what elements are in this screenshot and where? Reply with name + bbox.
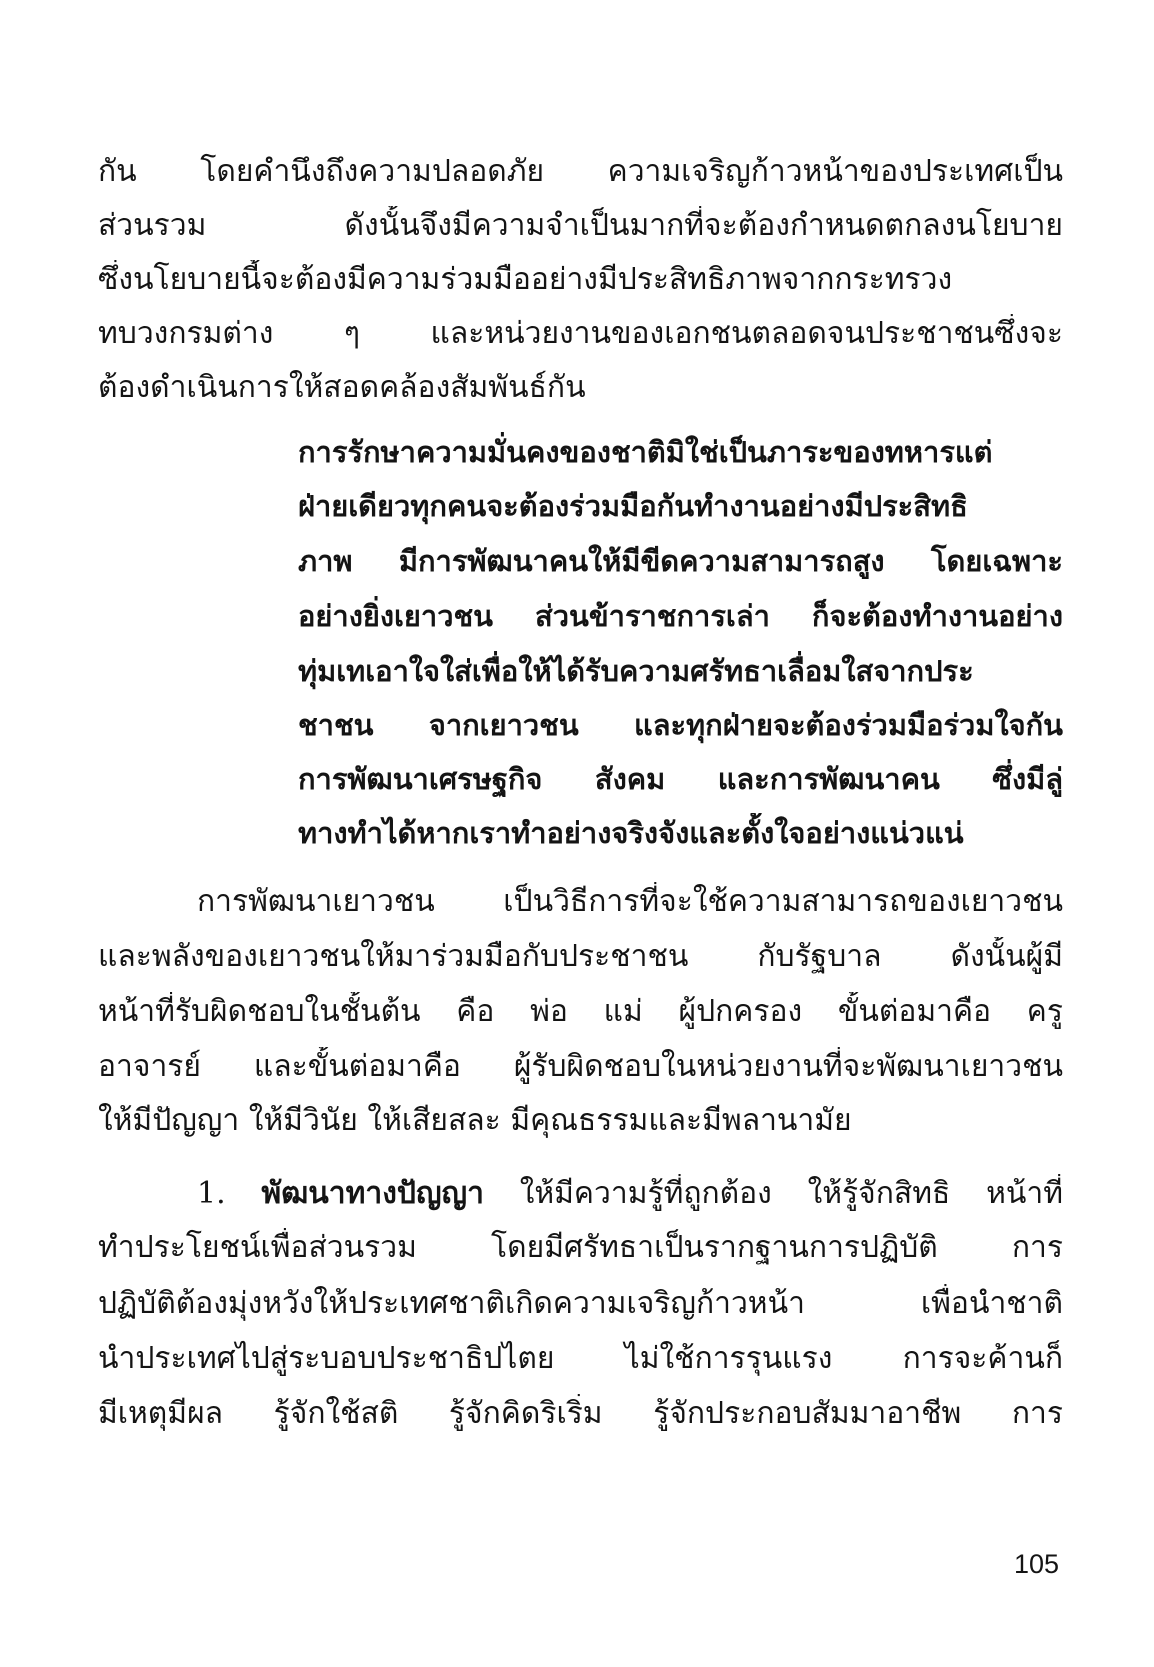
item-1-lead-text: ให้มีความรู้ที่ถูกต้อง ให้รู้จักสิทธิ หน้าที่ [519, 1176, 1063, 1211]
item-1-number: 1. [197, 1176, 226, 1211]
quote-line: ชาชน จากเยาวชน และทุกฝ่ายจะต้องร่วมมือร่วมใจกัน [298, 708, 1063, 742]
item-1-heading: พัฒนาทางปัญญา [261, 1176, 484, 1211]
quote-line: ทางทำได้หากเราทำอย่างจริงจังและตั้งใจอย่างแน่วแน่ [298, 816, 964, 850]
item-1-lead-line [197, 1174, 1063, 1214]
item-1-line: นำประเทศไปสู่ระบอบประชาธิปไตย ไม่ใช้การรุนแรง การจะค้านก็ [98, 1341, 1063, 1376]
quote-line: อย่างยิ่งเยาวชน ส่วนข้าราชการเล่า ก็จะต้องทำงานอย่าง [298, 599, 1063, 633]
paragraph-2-line: อาจารย์ และขั้นต่อมาคือ ผู้รับผิดชอบในหน่วยงานที่จะพัฒนาเยาวชน [98, 1049, 1063, 1084]
paragraph-1-line: ซึ่งนโยบายนี้จะต้องมีความร่วมมืออย่างมีประสิทธิภาพจากกระทรวง [98, 262, 953, 297]
quote-line: การพัฒนาเศรษฐกิจ สังคม และการพัฒนาคน ซึ่งมีลู่ [298, 762, 1063, 796]
paragraph-2-line: หน้าที่รับผิดชอบในชั้นต้น คือ พ่อ แม่ ผู้ปกครอง ขั้นต่อมาคือ ครู [98, 994, 1063, 1029]
paragraph-1-line: ต้องดำเนินการให้สอดคล้องสัมพันธ์กัน [98, 370, 586, 405]
paragraph-1-line: ทบวงกรมต่าง ๆ และหน่วยงานของเอกชนตลอดจนประชาชนซึ่งจะ [98, 316, 1063, 351]
quote-line: การรักษาความมั่นคงของชาติมิใช่เป็นภาระของทหารแต่ [298, 435, 993, 469]
quote-line: ภาพ มีการพัฒนาคนให้มีขีดความสามารถสูง โดยเฉพาะ [298, 544, 1063, 578]
quote-line: ทุ่มเทเอาใจใส่เพื่อให้ได้รับความศรัทธาเลื่อมใสจากประ [298, 654, 974, 688]
item-1-line: มีเหตุมีผล รู้จักใช้สติ รู้จักคิดริเริ่ม รู้จักประกอบสัมมาอาชีพ การ [98, 1396, 1063, 1431]
paragraph-1-line: ส่วนรวม ดังนั้นจึงมีความจำเป็นมากที่จะต้องกำหนดตกลงนโยบาย [98, 208, 1063, 243]
quote-line: ฝ่ายเดียวทุกคนจะต้องร่วมมือกันทำงานอย่างมีประสิทธิ [298, 489, 968, 523]
paragraph-2-line: การพัฒนาเยาวชน เป็นวิธีการที่จะใช้ความสามารถของเยาวชน [197, 884, 1063, 919]
item-1-line: ปฏิบัติต้องมุ่งหวังให้ประเทศชาติเกิดความเจริญก้าวหน้า เพื่อนำชาติ [98, 1286, 1063, 1321]
paragraph-1-line: กัน โดยคำนึงถึงความปลอดภัย ความเจริญก้าวหน้าของประเทศเป็น [98, 154, 1063, 189]
paragraph-2-line: ให้มีปัญญา ให้มีวินัย ให้เสียสละ มีคุณธรรมและมีพลานามัย [98, 1103, 852, 1138]
page-number: 105 [1013, 1549, 1059, 1579]
item-1-line: ทำประโยชน์เพื่อส่วนรวม โดยมีศรัทธาเป็นรากฐานการปฏิบัติ การ [98, 1230, 1063, 1265]
paragraph-2-line: และพลังของเยาวชนให้มาร่วมมือกับประชาชน กับรัฐบาล ดังนั้นผู้มี [98, 939, 1063, 974]
